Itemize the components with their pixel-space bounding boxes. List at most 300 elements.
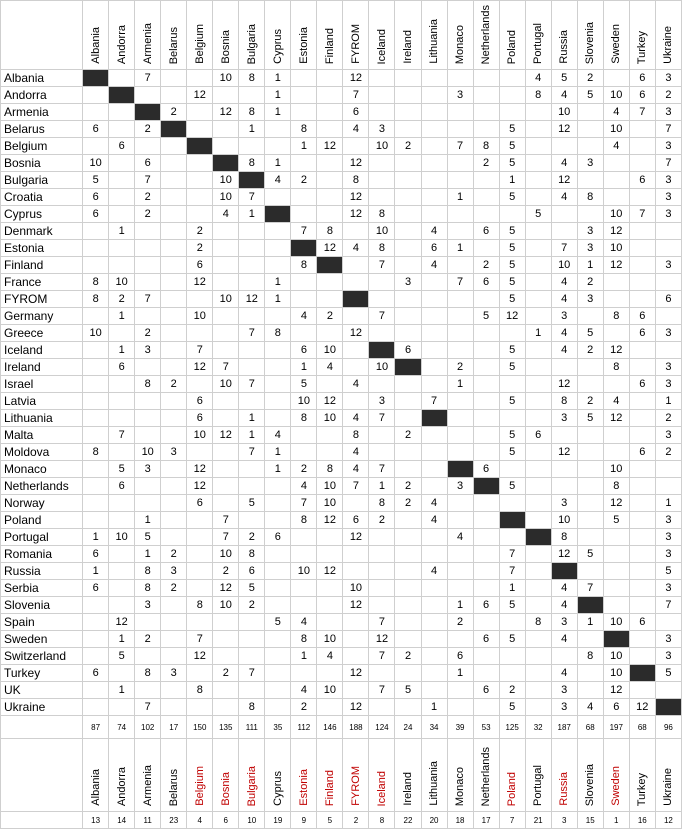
points-cell [161, 342, 187, 359]
column-header-label: Turkey [636, 30, 649, 64]
points-cell: 6 [343, 104, 369, 121]
points-cell [577, 308, 603, 325]
points-cell [317, 325, 343, 342]
column-header-label: Ukraine [662, 768, 675, 806]
points-cell: 1 [655, 393, 681, 410]
points-cell: 4 [551, 274, 577, 291]
points-cell: 6 [83, 206, 109, 223]
rank-cell: 13 [83, 812, 109, 829]
points-cell: 4 [343, 444, 369, 461]
points-cell: 3 [135, 597, 161, 614]
points-cell [239, 138, 265, 155]
points-cell [83, 223, 109, 240]
points-cell: 6 [109, 359, 135, 376]
table-row [1, 699, 682, 716]
points-cell [499, 461, 525, 478]
points-cell [577, 427, 603, 444]
column-header [291, 1, 317, 70]
points-cell: 4 [603, 393, 629, 410]
points-cell [395, 325, 421, 342]
points-cell [109, 665, 135, 682]
points-cell [603, 189, 629, 206]
points-cell [265, 563, 291, 580]
points-cell: 12 [187, 274, 213, 291]
points-cell [83, 359, 109, 376]
points-cell [421, 597, 447, 614]
points-cell [369, 699, 395, 716]
points-cell: 5 [577, 87, 603, 104]
points-cell: 7 [135, 291, 161, 308]
points-cell [109, 376, 135, 393]
points-cell: 10 [603, 461, 629, 478]
points-cell: 5 [499, 274, 525, 291]
points-cell [135, 240, 161, 257]
points-cell: 6 [603, 699, 629, 716]
points-cell [525, 580, 551, 597]
points-cell [213, 495, 239, 512]
points-cell [629, 342, 655, 359]
points-cell [577, 138, 603, 155]
points-cell [343, 631, 369, 648]
points-cell [187, 512, 213, 529]
column-header-label: Slovenia [584, 21, 597, 64]
points-cell: 10 [603, 121, 629, 138]
points-cell: 7 [447, 274, 473, 291]
points-cell [265, 308, 291, 325]
points-cell [447, 308, 473, 325]
points-cell [135, 648, 161, 665]
points-cell [395, 410, 421, 427]
row-country-label: Slovenia [1, 597, 83, 614]
points-cell: 4 [213, 206, 239, 223]
points-cell [525, 546, 551, 563]
table-row [1, 104, 682, 121]
points-cell: 12 [603, 223, 629, 240]
points-cell: 5 [577, 410, 603, 427]
rank-cell: 15 [577, 812, 603, 829]
table-row [1, 342, 682, 359]
points-cell: 10 [369, 359, 395, 376]
column-header-label: Belarus [167, 26, 180, 64]
points-cell [499, 614, 525, 631]
points-cell [577, 478, 603, 495]
points-cell [239, 614, 265, 631]
points-cell: 6 [473, 682, 499, 699]
points-cell: 1 [109, 342, 135, 359]
self-vote-cell [317, 257, 343, 274]
points-cell: 3 [655, 138, 681, 155]
points-cell [343, 138, 369, 155]
points-cell: 3 [655, 70, 681, 87]
points-cell: 8 [603, 478, 629, 495]
column-header [525, 1, 551, 70]
points-cell [603, 444, 629, 461]
column-header-label: Poland [506, 771, 519, 806]
column-header-label: Bosnia [219, 30, 232, 64]
points-cell: 8 [135, 563, 161, 580]
points-cell [447, 393, 473, 410]
points-cell: 8 [369, 206, 395, 223]
table-row [1, 155, 682, 172]
points-cell [187, 580, 213, 597]
points-cell [577, 444, 603, 461]
points-cell [447, 172, 473, 189]
points-cell: 2 [161, 104, 187, 121]
points-cell [447, 512, 473, 529]
points-cell [109, 121, 135, 138]
points-cell: 7 [369, 648, 395, 665]
corner-cell-bottom [1, 739, 83, 812]
points-cell [369, 376, 395, 393]
points-cell: 7 [135, 70, 161, 87]
self-vote-cell [187, 138, 213, 155]
points-cell: 5 [109, 648, 135, 665]
points-cell: 6 [473, 461, 499, 478]
points-cell [317, 291, 343, 308]
points-cell [291, 325, 317, 342]
points-cell [265, 546, 291, 563]
points-cell [83, 495, 109, 512]
points-cell: 7 [369, 614, 395, 631]
points-cell: 2 [655, 444, 681, 461]
points-cell [239, 240, 265, 257]
column-header-label: Belarus [167, 768, 180, 806]
points-cell: 6 [629, 308, 655, 325]
points-cell: 5 [499, 189, 525, 206]
points-cell [161, 614, 187, 631]
points-cell [525, 682, 551, 699]
column-header [421, 1, 447, 70]
points-cell: 7 [239, 189, 265, 206]
points-cell [525, 563, 551, 580]
table-row [1, 70, 682, 87]
points-cell [577, 495, 603, 512]
points-cell: 12 [551, 172, 577, 189]
points-cell [265, 342, 291, 359]
points-cell: 6 [629, 444, 655, 461]
points-cell [395, 70, 421, 87]
points-cell: 5 [499, 631, 525, 648]
points-cell: 12 [213, 580, 239, 597]
self-vote-cell [525, 529, 551, 546]
ranks-label-cell [1, 812, 83, 829]
points-cell [83, 699, 109, 716]
points-cell [395, 87, 421, 104]
points-cell [603, 291, 629, 308]
points-cell [83, 478, 109, 495]
points-cell [161, 631, 187, 648]
points-cell [629, 359, 655, 376]
points-cell [499, 495, 525, 512]
points-cell [109, 580, 135, 597]
points-cell [239, 87, 265, 104]
points-cell [421, 580, 447, 597]
points-cell [369, 427, 395, 444]
table-row [1, 478, 682, 495]
points-cell [395, 512, 421, 529]
points-cell [239, 257, 265, 274]
points-cell: 4 [551, 631, 577, 648]
points-cell [473, 444, 499, 461]
points-cell [473, 529, 499, 546]
points-cell: 5 [499, 257, 525, 274]
points-cell: 6 [473, 597, 499, 614]
points-cell [447, 580, 473, 597]
points-cell [213, 699, 239, 716]
points-cell [395, 563, 421, 580]
points-cell: 2 [369, 512, 395, 529]
column-header-label: FYROM [349, 766, 362, 806]
row-country-label: Albania [1, 70, 83, 87]
points-cell [239, 342, 265, 359]
points-cell [239, 461, 265, 478]
points-cell: 5 [499, 699, 525, 716]
points-cell: 2 [577, 393, 603, 410]
points-cell: 1 [447, 376, 473, 393]
points-cell [603, 563, 629, 580]
column-header-label: Portugal [532, 23, 545, 64]
points-cell [109, 563, 135, 580]
points-cell [239, 648, 265, 665]
points-cell: 7 [239, 444, 265, 461]
points-cell [135, 308, 161, 325]
points-cell [603, 580, 629, 597]
column-header-label: Belgium [193, 766, 206, 806]
points-cell [213, 308, 239, 325]
points-cell [551, 206, 577, 223]
points-cell [291, 546, 317, 563]
points-cell: 6 [291, 342, 317, 359]
table-row [1, 563, 682, 580]
points-cell [83, 257, 109, 274]
points-cell: 12 [603, 342, 629, 359]
points-cell: 2 [213, 563, 239, 580]
column-header [577, 1, 603, 70]
points-cell: 4 [317, 359, 343, 376]
points-cell: 10 [213, 376, 239, 393]
points-cell: 2 [239, 529, 265, 546]
points-cell [551, 648, 577, 665]
points-cell [525, 648, 551, 665]
row-country-label: Netherlands [1, 478, 83, 495]
points-cell: 1 [265, 444, 291, 461]
points-cell [135, 478, 161, 495]
column-header-label: Russia [558, 772, 571, 806]
points-cell [629, 546, 655, 563]
points-cell: 7 [135, 172, 161, 189]
row-country-label: Belgium [1, 138, 83, 155]
points-cell [317, 189, 343, 206]
points-cell: 4 [421, 257, 447, 274]
points-cell [317, 121, 343, 138]
rank-cell: 14 [109, 812, 135, 829]
points-cell: 6 [525, 427, 551, 444]
points-cell: 2 [291, 172, 317, 189]
points-cell [395, 597, 421, 614]
points-cell: 6 [343, 512, 369, 529]
row-country-label: Croatia [1, 189, 83, 206]
points-cell: 4 [551, 291, 577, 308]
points-cell: 5 [655, 665, 681, 682]
column-header [83, 739, 109, 812]
row-country-label: Armenia [1, 104, 83, 121]
self-vote-cell [369, 342, 395, 359]
points-cell: 8 [135, 376, 161, 393]
row-country-label: Finland [1, 257, 83, 274]
points-cell [525, 240, 551, 257]
points-cell [343, 563, 369, 580]
points-cell: 1 [655, 495, 681, 512]
points-cell [551, 223, 577, 240]
points-cell: 2 [655, 87, 681, 104]
points-cell: 10 [551, 257, 577, 274]
points-cell [291, 206, 317, 223]
points-cell: 6 [655, 291, 681, 308]
points-cell [395, 104, 421, 121]
points-cell: 12 [369, 631, 395, 648]
column-header [161, 739, 187, 812]
points-cell: 1 [239, 121, 265, 138]
points-cell [447, 206, 473, 223]
points-cell [109, 155, 135, 172]
points-cell [109, 512, 135, 529]
table-row [1, 274, 682, 291]
points-cell [291, 70, 317, 87]
column-header [369, 739, 395, 812]
table-row [1, 240, 682, 257]
points-cell [369, 172, 395, 189]
points-cell: 2 [187, 240, 213, 257]
points-cell [551, 427, 577, 444]
self-vote-cell [655, 699, 681, 716]
table-row [1, 291, 682, 308]
points-cell [187, 206, 213, 223]
points-cell [109, 172, 135, 189]
points-cell: 3 [161, 665, 187, 682]
points-cell [499, 529, 525, 546]
points-cell: 12 [213, 104, 239, 121]
points-cell: 6 [473, 631, 499, 648]
column-header-label: Ireland [402, 772, 414, 806]
points-cell [317, 172, 343, 189]
column-header [213, 1, 239, 70]
points-cell [447, 104, 473, 121]
points-cell [109, 257, 135, 274]
points-cell: 7 [213, 512, 239, 529]
self-vote-cell [135, 104, 161, 121]
points-cell: 8 [239, 546, 265, 563]
column-header [447, 1, 473, 70]
corner-cell [1, 1, 83, 70]
points-cell: 6 [395, 342, 421, 359]
points-cell [369, 189, 395, 206]
total-cell: 96 [655, 716, 681, 739]
country-header-row [1, 1, 682, 70]
row-country-label: France [1, 274, 83, 291]
points-cell [213, 648, 239, 665]
points-cell: 8 [187, 597, 213, 614]
points-cell: 1 [109, 682, 135, 699]
points-cell: 10 [213, 597, 239, 614]
points-cell: 12 [187, 359, 213, 376]
total-cell: 34 [421, 716, 447, 739]
points-cell: 1 [447, 665, 473, 682]
table-row [1, 529, 682, 546]
points-cell: 12 [317, 393, 343, 410]
points-cell [83, 427, 109, 444]
points-cell [421, 308, 447, 325]
table-row [1, 410, 682, 427]
points-cell [395, 121, 421, 138]
points-cell [447, 563, 473, 580]
table-row [1, 648, 682, 665]
table-row [1, 138, 682, 155]
column-header-label: FYROM [349, 24, 362, 64]
points-cell [265, 512, 291, 529]
points-cell [629, 529, 655, 546]
points-cell: 10 [317, 495, 343, 512]
column-header [499, 739, 525, 812]
points-cell: 6 [629, 376, 655, 393]
points-cell [655, 308, 681, 325]
column-header-label: Cyprus [271, 29, 284, 64]
self-vote-cell [603, 631, 629, 648]
points-cell [317, 546, 343, 563]
row-country-label: Denmark [1, 223, 83, 240]
points-cell [83, 461, 109, 478]
points-cell [421, 665, 447, 682]
points-cell: 5 [499, 444, 525, 461]
points-cell [577, 529, 603, 546]
points-cell: 4 [551, 342, 577, 359]
points-cell [577, 631, 603, 648]
column-header [473, 1, 499, 70]
points-cell: 6 [239, 563, 265, 580]
points-cell [213, 325, 239, 342]
points-cell [83, 631, 109, 648]
country-footer-row [1, 739, 682, 812]
points-cell: 1 [577, 257, 603, 274]
points-cell [473, 206, 499, 223]
points-cell: 3 [161, 444, 187, 461]
points-cell [265, 240, 291, 257]
points-cell [603, 325, 629, 342]
points-cell: 12 [343, 189, 369, 206]
points-cell [317, 274, 343, 291]
points-cell [239, 393, 265, 410]
row-country-label: Russia [1, 563, 83, 580]
points-cell [83, 376, 109, 393]
points-cell: 5 [291, 376, 317, 393]
points-cell [291, 597, 317, 614]
points-cell [473, 342, 499, 359]
points-cell: 1 [265, 291, 291, 308]
points-cell [317, 444, 343, 461]
column-header-label: Iceland [375, 28, 388, 64]
points-cell [265, 359, 291, 376]
points-cell [343, 682, 369, 699]
column-header-label: Sweden [610, 24, 623, 64]
points-cell: 7 [499, 546, 525, 563]
points-cell: 8 [239, 104, 265, 121]
points-cell: 3 [395, 274, 421, 291]
total-cell: 17 [161, 716, 187, 739]
points-cell [551, 478, 577, 495]
points-cell [577, 206, 603, 223]
points-cell [473, 699, 499, 716]
points-cell [109, 393, 135, 410]
points-cell: 2 [135, 121, 161, 138]
